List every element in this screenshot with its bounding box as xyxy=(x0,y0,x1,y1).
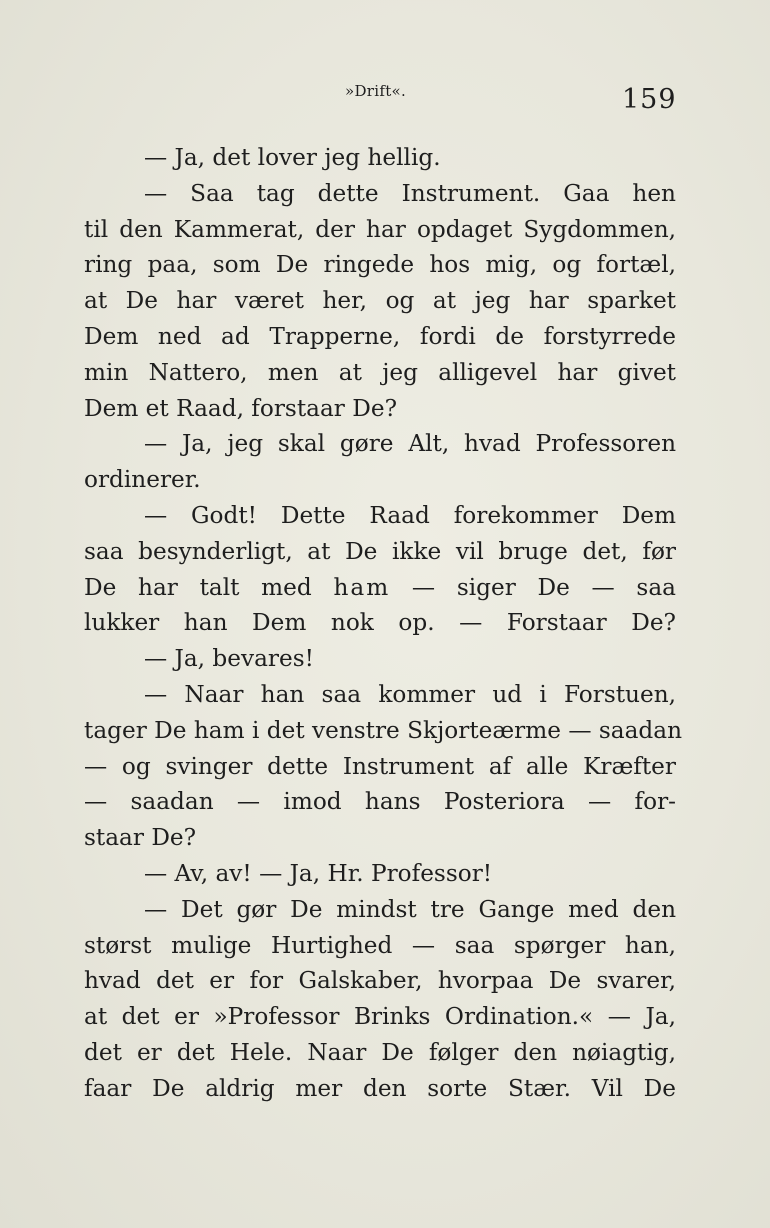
text-line: Dem ned ad Trapperne, fordi de forstyrrede xyxy=(84,322,676,350)
text-line: lukker han Dem nok op. — Forstaar De? xyxy=(84,609,676,637)
text-line: ring paa, som De ringede hos mig, og fortæl, xyxy=(84,251,676,279)
text-line: staar De? xyxy=(84,824,197,852)
text-segment: De har talt med xyxy=(84,573,334,601)
text-line: ordinerer. xyxy=(84,466,201,494)
running-title: »Drift«. xyxy=(345,82,407,100)
text-line: — Ja, jeg skal gøre Alt, hvad Professoren xyxy=(144,430,676,458)
text-line: hvad det er for Galskaber, hvorpaa De svarer, xyxy=(84,967,676,995)
body-text xyxy=(84,140,683,1107)
text-line: til den Kammerat, der har opdaget Sygdommen, xyxy=(84,215,676,243)
text-line: — Godt! Dette Raad forekommer Dem xyxy=(144,501,676,529)
text-segment: — siger De — saa xyxy=(390,573,676,601)
text-line: at De har været her, og at jeg har sparket xyxy=(84,287,676,315)
text-line: — Saa tag dette Instrument. Gaa hen xyxy=(144,179,676,207)
text-line: faar De aldrig mer den sorte Stær. Vil De xyxy=(84,1074,676,1102)
text-line: — Av, av! — Ja, Hr. Professor! xyxy=(144,859,493,887)
text-line: Dem et Raad, forstaar De? xyxy=(84,394,397,422)
text-line: saa besynderligt, at De ikke vil bruge det, før xyxy=(84,537,676,565)
text-line: — og svinger dette Instrument af alle Kræfter xyxy=(84,752,676,780)
text-line: — Ja, det lover jeg hellig. xyxy=(144,144,441,171)
running-head xyxy=(0,78,770,118)
text-line: — Ja, bevares! xyxy=(144,645,314,673)
text-line: tager De ham i det venstre Skjorteærme — saadan xyxy=(84,716,683,744)
emphasized-word: ham xyxy=(333,573,391,601)
text-line: — Naar han saa kommer ud i Forstuen, xyxy=(144,680,676,708)
text-line: det er det Hele. Naar De følger den nøiagtig, xyxy=(84,1038,676,1066)
text-line: at det er »Professor Brinks Ordination.« — Ja, xyxy=(84,1003,676,1031)
text-line: størst mulige Hurtighed — saa spørger han, xyxy=(84,931,676,959)
text-line xyxy=(84,570,676,606)
text-line: — saadan — imod hans Posteriora — for- xyxy=(84,788,676,816)
page-number: 159 xyxy=(622,84,677,115)
text-line: min Nattero, men at jeg alligevel har givet xyxy=(84,358,676,386)
text-line: — Det gør De mindst tre Gange med den xyxy=(144,895,676,923)
